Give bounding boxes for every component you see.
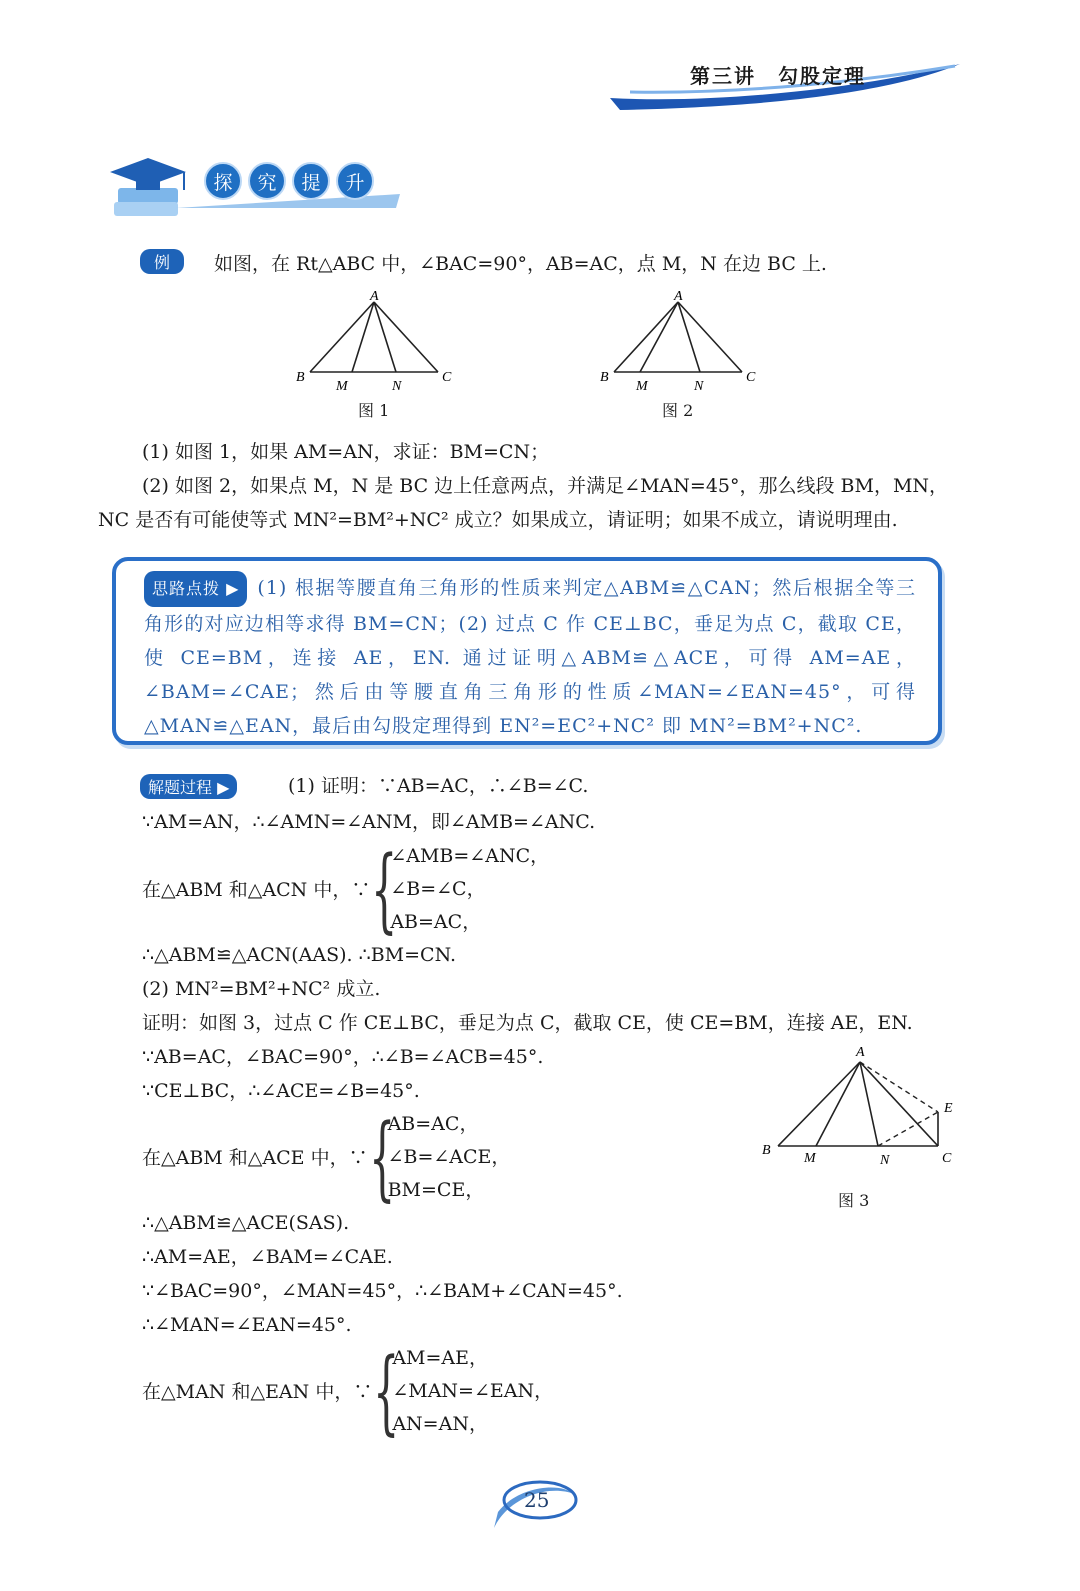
- label-m: M: [336, 379, 348, 391]
- section-char: 探: [204, 162, 242, 200]
- solution-line: (2) MN²=BM²+NC² 成立.: [142, 978, 381, 1000]
- tip-text: [144, 571, 916, 743]
- figure-2-caption: 图 2: [662, 401, 694, 420]
- solution-line: ∴△ABM≌△ACN(AAS). ∴BM=CN.: [142, 944, 457, 966]
- figure-3: [756, 1040, 966, 1170]
- system-1-item: AB=AC，: [390, 911, 482, 933]
- section-char: 提: [292, 162, 330, 200]
- solution-line: ∵AB=AC，∠BAC=90°，∴∠B=∠ACB=45°.: [142, 1046, 544, 1068]
- chapter-title: 第三讲 勾股定理: [690, 64, 866, 88]
- question-2: (2) 如图 2，如果点 M，N 是 BC 边上任意两点，并满足∠MAN=45°，那么线段 BM，MN，: [142, 475, 949, 497]
- system-3: [142, 1337, 554, 1445]
- figure-1: [292, 286, 462, 391]
- label-e: E: [944, 1101, 953, 1116]
- example-badge: 例: [140, 249, 184, 274]
- question-1: (1) 如图 1，如果 AM=AN，求证：BM=CN；: [142, 441, 550, 463]
- figure-2: [596, 286, 766, 391]
- brace-icon: {: [371, 835, 398, 943]
- label-n: N: [880, 1153, 890, 1168]
- tip-content: (1) 根据等腰直角三角形的性质来判定△ABM≌△CAN；然后根据全等三角形的对应边相等求得 BM=CN；(2) 过点 C 作 CE⊥BC，垂足为点 C，截取 CE，使 CE=BM，连接 AE，EN. 通过证明△ABM≌△ACE，可得 AM=AE，∠BAM=∠CAE；然后由等腰直角三角形的性质∠MAN=∠EAN=45°，可得△MAN≌△EAN，最后由勾股定理得到 EN²=EC²+NC² 即 MN²=BM²+NC².: [144, 577, 916, 737]
- solution-line: ∵CE⊥BC，∴∠ACE=∠B=45°.: [142, 1080, 420, 1102]
- system-1-prefix: 在△ABM 和△ACN 中，∵: [142, 878, 371, 901]
- label-b: B: [762, 1143, 771, 1158]
- solution-line: ∵AM=AN，∴∠AMN=∠ANM，即∠AMB=∠ANC.: [142, 811, 596, 833]
- label-b: B: [600, 370, 609, 385]
- system-3-item: AM=AE，: [392, 1347, 489, 1369]
- brace-icon: {: [368, 1103, 395, 1211]
- label-n: N: [694, 379, 704, 391]
- label-c: C: [442, 370, 452, 385]
- system-1: [142, 835, 550, 943]
- section-title: [204, 162, 374, 200]
- system-3-prefix: 在△MAN 和△EAN 中，∵: [142, 1380, 373, 1403]
- system-2-item: AB=AC，: [387, 1113, 479, 1135]
- figure-3-caption: 图 3: [838, 1191, 870, 1210]
- solution-line: ∴∠MAN=∠EAN=45°.: [142, 1314, 352, 1336]
- system-2-item: ∠B=∠ACE，: [387, 1146, 511, 1168]
- label-m: M: [804, 1151, 816, 1166]
- label-a: A: [370, 289, 379, 304]
- example-text: 如图，在 Rt△ABC 中，∠BAC=90°，AB=AC，点 M，N 在边 BC 上.: [214, 253, 827, 275]
- solution-line: 证明：如图 3，过点 C 作 CE⊥BC，垂足为点 C，截取 CE，使 CE=BM，连接 AE，EN.: [142, 1012, 913, 1034]
- system-2-prefix: 在△ABM 和△ACE 中，∵: [142, 1146, 368, 1169]
- page-number: 25: [524, 1488, 550, 1512]
- label-m: M: [636, 379, 648, 391]
- system-1-item: ∠AMB=∠ANC，: [390, 845, 550, 867]
- brace-icon: {: [373, 1337, 400, 1445]
- system-2: [142, 1103, 511, 1211]
- label-b: B: [296, 370, 305, 385]
- system-3-item: AN=AN，: [392, 1413, 488, 1435]
- solution-badge: 解题过程 ▶: [140, 774, 237, 799]
- system-1-item: ∠B=∠C，: [390, 878, 486, 900]
- system-3-item: ∠MAN=∠EAN，: [392, 1380, 554, 1402]
- section-char: 升: [336, 162, 374, 200]
- figure-1-caption: 图 1: [358, 401, 390, 420]
- solution-line: ∴AM=AE，∠BAM=∠CAE.: [142, 1246, 393, 1268]
- tip-box: [112, 557, 942, 745]
- label-a: A: [674, 289, 683, 304]
- label-a: A: [856, 1045, 865, 1060]
- solution-line: ∵∠BAC=90°，∠MAN=45°，∴∠BAM+∠CAN=45°.: [142, 1280, 623, 1302]
- label-c: C: [942, 1151, 952, 1166]
- label-n: N: [392, 379, 402, 391]
- label-c: C: [746, 370, 756, 385]
- solution-line: (1) 证明：∵AB=AC，∴∠B=∠C.: [288, 775, 589, 797]
- tip-badge: 思路点拨 ▶: [144, 571, 247, 607]
- question-2-cont: NC 是否有可能使等式 MN²=BM²+NC² 成立？如果成立，请证明；如果不成立，请说明理由.: [98, 509, 898, 531]
- system-2-item: BM=CE，: [387, 1179, 485, 1201]
- solution-line: ∴△ABM≌△ACE(SAS).: [142, 1212, 350, 1234]
- section-char: 究: [248, 162, 286, 200]
